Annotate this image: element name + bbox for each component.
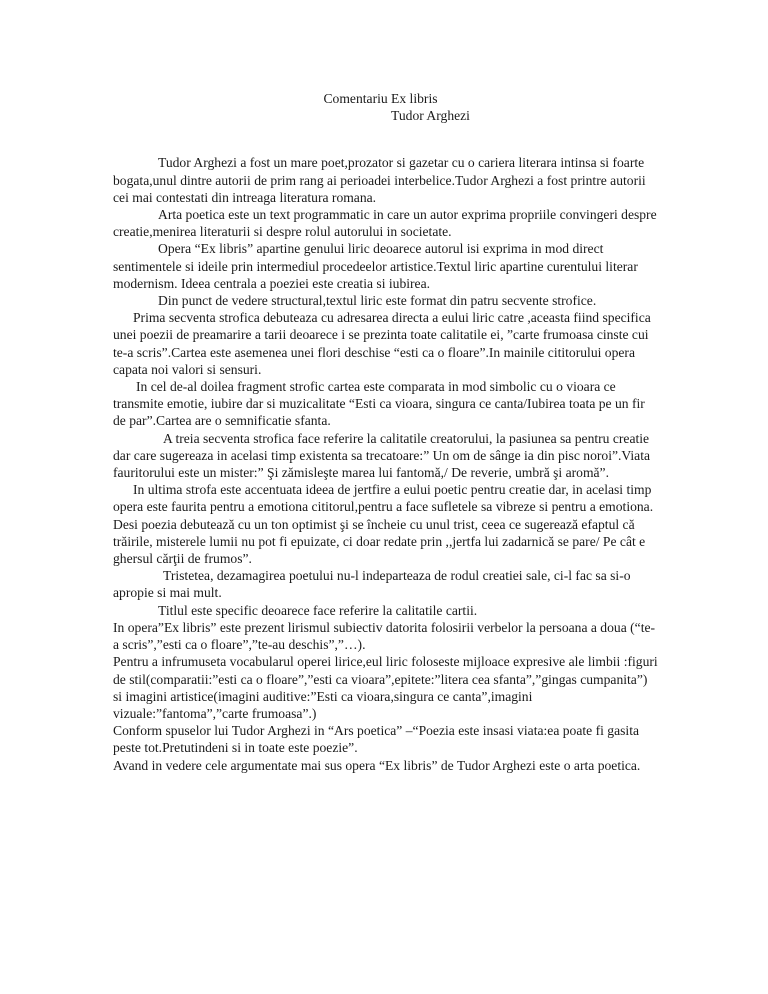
body-paragraph: Din punct de vedere structural,textul liric este format din patru secvente strofice. bbox=[158, 293, 597, 309]
body-paragraph: Avand in vedere cele argumentate mai sus opera “Ex libris” de Tudor Arghezi este o arta poetica. bbox=[113, 757, 641, 773]
document-body bbox=[113, 154, 658, 773]
body-paragraph: Pentru a infrumuseta vocabularul operei lirice,eul liric foloseste mijloace expresive ale limbii :figuri de stil(comparatii:”esti ca o floare”,”esti ca vioara”,epitete:”litera cea sfanta”,”gingas cumpanita”) si imagini artistice(imagini auditive:”Esti ca vioara,singura ce canta”,imagini vizuale:”fantoma”,”carte frumoasa”.) bbox=[113, 654, 658, 721]
body-paragraph: Arta poetica este un text programmatic in care un autor exprima propriile convingeri despre creatie,menirea literaturii si despre rolul autorului in societate. bbox=[113, 207, 657, 240]
document-page bbox=[113, 90, 658, 774]
body-paragraph: Conform spuselor lui Tudor Arghezi in “Ars poetica” –“Poezia este insasi viata:ea poate fi gasita peste tot.Pretutindeni si in toate este poezie”. bbox=[113, 723, 640, 756]
document-author: Tudor Arghezi bbox=[391, 108, 470, 124]
body-paragraph: Tristetea, dezamagirea poetului nu-l indeparteaza de rodul creatiei sale, ci-l fac sa si-o apropie si mai mult. bbox=[113, 568, 631, 601]
body-paragraph: In ultima strofa este accentuata ideea de jertfire a eului poetic pentru creatie dar, in acelasi timp opera este faurita pentru a emotiona cititorul,pentru a face sufletele sa vibreze si pentru a emotiona. bbox=[113, 482, 654, 515]
body-paragraph: Desi poezia debutează cu un ton optimist şi se încheie cu unul trist, ceea ce sugerează efaptul că trăirile, misterele lumii nu pot fi epuizate, ci doar redate prin ,,jertfa lui zadarnică se pare/ Pe cât e ghersul cărţii de frumos”. bbox=[113, 516, 646, 567]
body-paragraph: Titlul este specific deoarece face referire la calitatile cartii. bbox=[158, 602, 478, 618]
body-paragraph: Prima secventa strofica debuteaza cu adresarea directa a eului liric catre ,aceasta fiind specifica unei poezii de preamarire a tarii deoarece i se prezinta toate calitatile ei, ”carte frumoasa cinste cui te-a scris”.Cartea este asemenea unei flori deschise “esti ca o floare”.In mainile cititorului opera capata noi valori si sensuri. bbox=[113, 310, 651, 377]
body-paragraph: Opera “Ex libris” apartine genului liric deoarece autorul isi exprima in mod direct sentimentele si ideile prin intermediul procedeelor artistice.Textul liric apartine curentului literar modernism. Ideea centrala a poeziei este creatia si iubirea. bbox=[113, 241, 638, 291]
document-title: Comentariu Ex libris bbox=[323, 91, 438, 106]
body-paragraph: In opera”Ex libris” este prezent lirismul subiectiv datorita folosirii verbelor la persoana a doua (“te-a scris”,”esti ca o floare”,”te-au deschis”,”…). bbox=[113, 619, 656, 653]
body-paragraph: Tudor Arghezi a fost un mare poet,prozator si gazetar cu o cariera literara intinsa si foarte bogata,unul dintre autorii de prim rang ai perioadei interbelice.Tudor Arghezi a fost printre autorii cei mai contestati din intreaga literatura romana. bbox=[113, 155, 646, 205]
title-spacer bbox=[113, 124, 658, 154]
body-paragraph: In cel de-al doilea fragment strofic cartea este comparata in mod simbolic cu o vioara ce transmite emotie, iubire dar si muzicalitate “Esti ca vioara, singura ce canta/Iubirea toata pe un fir de par”.Cartea are o semnificatie sfanta. bbox=[113, 379, 645, 429]
body-paragraph: A treia secventa strofica face referire la calitatile creatorului, la pasiunea sa pentru creatie dar care sugereaza in acelasi timp existenta sa trecatoare:” Un om de sânge ia din pisc noroi”.Viata fauritorului este un mister:” Şi zămisleşte marea lui fantomă,/ De reverie, umbră şi aromă”. bbox=[113, 430, 651, 481]
